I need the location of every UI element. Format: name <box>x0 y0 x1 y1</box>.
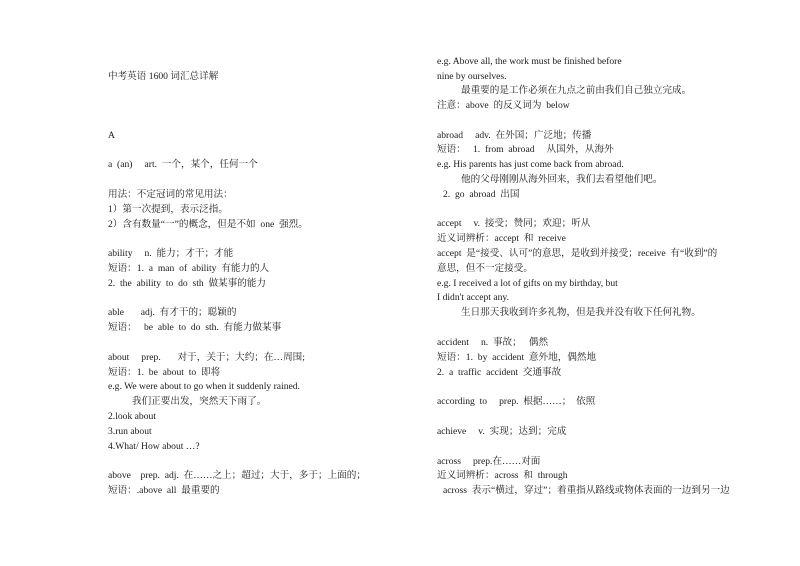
example-sentence: e.g. Above all, the work must be finished before <box>437 56 622 67</box>
example-translation: 最重要的是工作必须在九点之前由我们自己独立完成。 <box>461 85 692 96</box>
phrase-line: 3.run about <box>108 426 152 437</box>
entry-headword: achieve v. 实现；达到；完成 <box>437 426 567 437</box>
usage-line: 2）含有数量“一”的概念，但是不如 one 强烈。 <box>108 219 308 230</box>
synonym-heading: 近义词辨析：accept 和 receive <box>437 233 566 244</box>
example-sentence: I didn't accept any. <box>437 292 509 303</box>
example-translation: 他的父母刚刚从海外回来，我们去看望他们吧。 <box>461 174 663 185</box>
entry-headword: across prep.在……对面 <box>437 456 541 467</box>
example-sentence: e.g. I received a lot of gifts on my birthday, but <box>437 278 618 289</box>
entry-headword: able adj. 有才干的；聪颖的 <box>108 307 237 318</box>
explanation-line: across 表示“横过，穿过”；着重指从路线或物体表面的一边到另一边 <box>443 485 730 496</box>
entry-headword: abroad adv. 在外国；广泛地；传播 <box>437 130 592 141</box>
phrase-line: 短语：1. by accident 意外地，偶然地 <box>437 352 597 363</box>
example-sentence: nine by ourselves. <box>437 71 507 82</box>
entry-headword: about prep. 对于，关于；大约；在…周围; <box>108 352 305 363</box>
phrase-line: 短语：.above all 最重要的 <box>108 485 220 496</box>
entry-headword: accept v. 接受；赞同；欢迎；听从 <box>437 218 591 229</box>
example-sentence: e.g. We were about to go when it suddenly rained. <box>108 381 300 392</box>
explanation-line: 意思，但不一定接受。 <box>437 263 533 274</box>
phrase-line: 短语：1. a man of ability 有能力的人 <box>108 263 270 274</box>
phrase-line: 短语： 1. from abroad 从国外，从海外 <box>437 144 614 155</box>
phrase-line: 2. go abroad 出国 <box>443 189 520 200</box>
phrase-line: 2. the ability to do sth 做某事的能力 <box>108 278 267 289</box>
phrase-line: 2. a traffic accident 交通事故 <box>437 367 562 378</box>
example-translation: 我们正要出发，突然天下雨了。 <box>132 396 267 407</box>
phrase-line: 短语：1. be about to 即将 <box>108 367 221 378</box>
note-line: 注意：above 的反义词为 below <box>437 100 570 111</box>
phrase-line: 短语： be able to do sth. 有能力做某事 <box>108 322 282 333</box>
entry-headword: according to prep. 根据……； 依照 <box>437 396 596 407</box>
document-title: 中考英语 1600 词汇总详解 <box>108 71 219 82</box>
entry-headword: accident n. 事故； 偶然 <box>437 337 549 348</box>
usage-line: 1）第一次提到，表示泛指。 <box>108 204 228 215</box>
entry-headword: ability n. 能力；才干；才能 <box>108 248 234 259</box>
example-sentence: e.g. His parents has just come back from abroad. <box>437 159 624 170</box>
section-letter: A <box>108 130 115 141</box>
usage-heading: 用法：不定冠词的常见用法： <box>108 189 233 200</box>
phrase-line: 4.What/ How about …? <box>108 441 200 452</box>
entry-headword: above prep. adj. 在……之上；超过；大于，多于；上面的； <box>108 470 366 481</box>
entry-headword: a (an) art. 一个，某个，任何一个 <box>108 159 258 170</box>
phrase-line: 2.look about <box>108 411 156 422</box>
explanation-line: accept 是“接受、认可”的意思，是收到并接受；receive 有“收到”的 <box>437 248 718 259</box>
example-translation: 生日那天我收到许多礼物，但是我并没有收下任何礼物。 <box>461 307 701 318</box>
synonym-heading: 近义词辨析：across 和 through <box>437 470 568 481</box>
